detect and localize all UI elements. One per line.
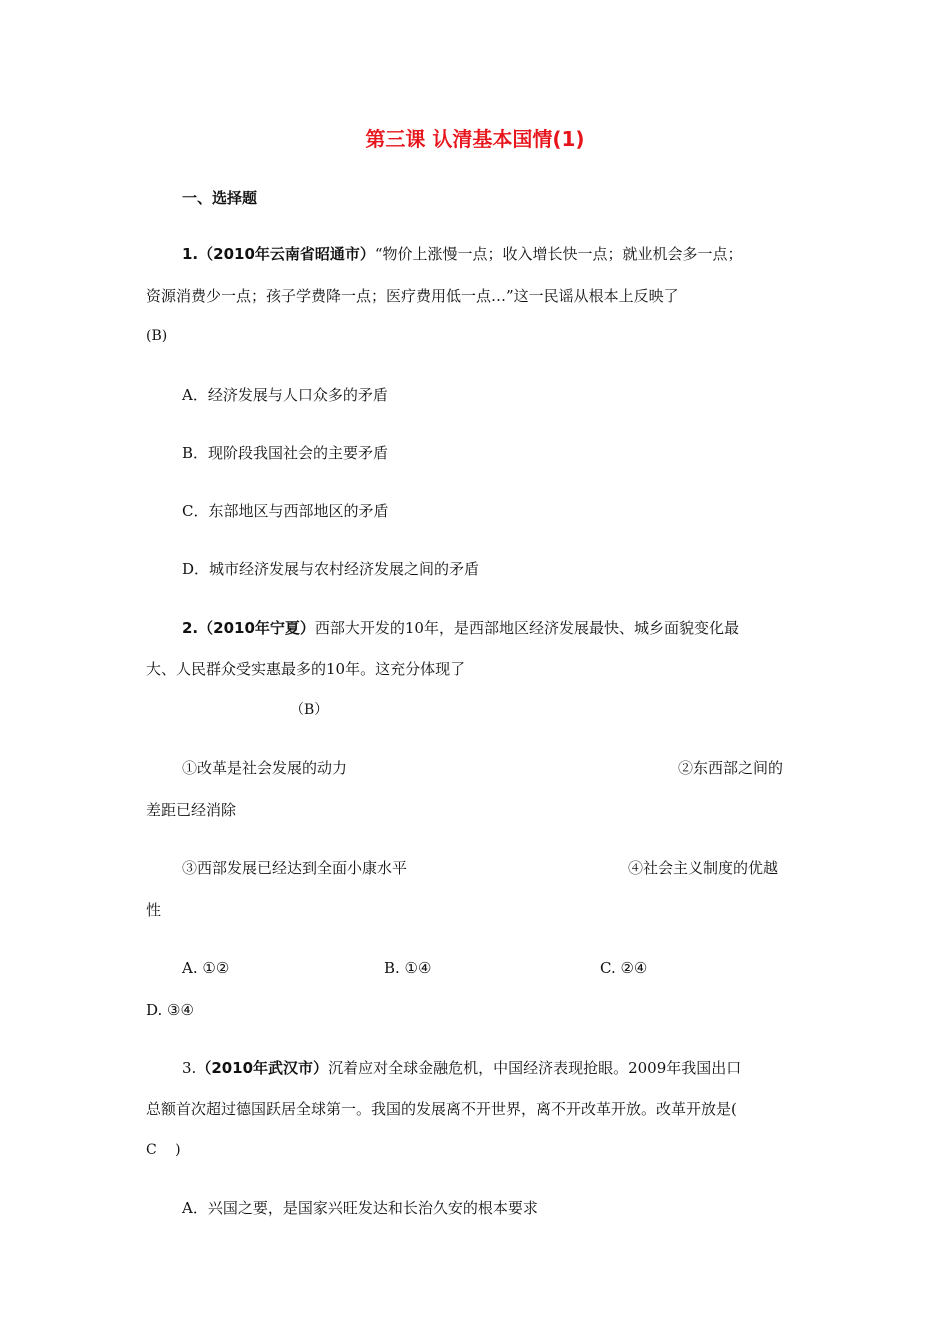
question-1-option-b: B．现阶段我国社会的主要矛盾 [182,444,389,462]
question-1-option-d: D．城市经济发展与农村经济发展之间的矛盾 [182,560,480,578]
question-1-stem-2: 资源消费少一点；孩子学费降一点；医疗费用低一点…”这一民谣从根本上反映了 [146,287,679,305]
question-3-answer: C ) [146,1142,181,1158]
question-3-number: 3. [182,1059,197,1077]
question-2-number: 2. [182,619,199,637]
question-1-answer: (B) [146,328,168,344]
question-2-stem-2: 大、人民群众受实惠最多的10年。这充分体现了 [146,660,466,678]
section-heading: 一、选择题 [182,189,258,207]
question-3-line-1 [182,1058,741,1078]
question-2-option-c: C. ②④ [600,959,648,977]
question-2-statement-4: ④社会主义制度的优越 [628,859,779,877]
question-2-option-a: A. ①② [182,959,230,977]
question-1-option-a: A．经济发展与人口众多的矛盾 [182,386,388,404]
question-2-source: （2010年宁夏） [198,619,315,637]
question-3-stem-2: 总额首次超过德国跃居全球第一。我国的发展离不开世界，离不开改革开放。改革开放是( [146,1100,737,1118]
question-2-statement-2: ②东西部之间的 [678,759,784,777]
question-3-source: （2010年武汉市） [196,1059,329,1077]
question-2-statement-3: ③西部发展已经达到全面小康水平 [182,859,408,877]
question-2-statement-4-cont: 性 [146,901,162,919]
question-2-line-1 [182,618,739,638]
question-1-source: （2010年云南省昭通市） [198,245,375,263]
page-title: 第三课 认清基本国情(1) [365,127,585,151]
question-3-option-a: A．兴国之要，是国家兴旺发达和长治久安的根本要求 [182,1199,538,1217]
question-1-stem-1: “物价上涨慢一点；收入增长快一点；就业机会多一点； [374,245,743,263]
question-2-answer: （B） [290,702,329,718]
question-3-stem-1: 沉着应对全球金融危机，中国经济表现抢眼。2009年我国出口 [328,1059,742,1077]
question-2-statement-2-cont: 差距已经消除 [146,801,237,819]
question-2-option-b: B. ①④ [384,959,432,977]
question-1-number: 1. [182,245,199,263]
question-2-stem-1: 西部大开发的10年，是西部地区经济发展最快、城乡面貌变化最 [314,619,739,637]
question-1-line-1 [182,244,743,264]
question-1-option-c: C．东部地区与西部地区的矛盾 [182,502,389,520]
question-2-statement-1: ①改革是社会发展的动力 [182,759,348,777]
question-2-option-d: D. ③④ [146,1001,194,1019]
